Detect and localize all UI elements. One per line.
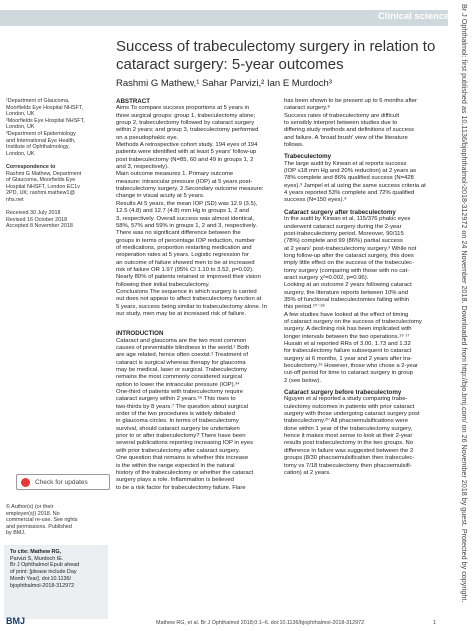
update-check-icon <box>21 478 30 487</box>
section-heading: Cataract surgery after trabeculectomy <box>284 208 396 216</box>
body-line: difference in failure was suggested between the 2 <box>284 447 414 454</box>
copyright-line: by BMJ. <box>6 530 26 537</box>
body-line: trabeculectomy.²⁰ All phacoemulsifications were <box>284 418 409 425</box>
copyright-line: and permissions. Published <box>6 523 72 530</box>
body-line: cut-off period for time to cataract surgery in group <box>284 370 413 377</box>
copyright-line: employer(s)) 2018. No <box>6 510 60 517</box>
body-line: risk of failure OR 1.97 (95% CI 1.10 to 3.52, p=0.02). <box>116 266 254 273</box>
body-line: surgery plays a role. Inflammation is believed <box>116 477 234 484</box>
body-line: Looking at an outcome 2 years following cataract <box>284 282 412 289</box>
body-line: measure: intraocular pressure (IOP) at 5 years post- <box>116 178 253 185</box>
body-line: surgery with those undergoing cataract surgery post <box>284 411 420 418</box>
page-number: 1 <box>433 620 436 626</box>
download-note-vertical: Br J Ophthalmol: first published as 10.1136/bjophthalmol-2018-312972 on 24 November 2018. Downloaded from http://bjo.bmj.com/ on 26 November 2018 by guest. Protected by copyright. <box>460 4 469 603</box>
check-for-updates-button[interactable] <box>16 474 110 490</box>
body-line: out does not appear to affect trabeculectomy function at <box>116 296 262 303</box>
body-line: Success rates of trabeculectomy are difficult <box>284 112 400 119</box>
body-line: differing study methods and definitions of success <box>284 127 414 134</box>
body-line: at 2 years' post-trabeculectomy surgery.³ While not <box>284 245 417 252</box>
citation-line: To cite: Mathew RG, <box>10 549 62 555</box>
copyright-line: © Author(s) (or their <box>6 504 54 510</box>
sidebar-line: Hospital NHSFT, London EC1v <box>6 183 81 190</box>
body-line: is the within the range expected in the natural <box>116 462 235 469</box>
body-line: order of the two procedures is widely debated <box>116 411 235 418</box>
body-line: cataract is surgical whereas therapy for glaucoma <box>116 359 246 366</box>
body-line: history of the trabeculectomy or whether the cataract <box>116 469 254 476</box>
body-line: Nearly 80% of patients retained or improved their vision <box>116 274 261 281</box>
body-line: several publications reporting increasing IOP in eyes <box>116 440 254 447</box>
body-line: of cataract surgery on the success of trabeculectomy <box>284 318 422 325</box>
body-line: this period.¹⁰⁻¹⁸ <box>284 304 325 311</box>
body-line: of medications, proportion restarting medication and <box>116 244 252 251</box>
citation-line: Br J Ophthalmol Epub ahead <box>10 562 80 569</box>
body-line: 2 (see below). <box>284 377 321 384</box>
body-line: 3, respectively. Overall success was almost identical, <box>116 215 255 222</box>
publisher-logo: BMJ <box>6 616 26 626</box>
body-line: imply little effect on the success of the trabeculec- <box>284 260 414 267</box>
body-line: longer intervals between the two operations.¹⁹ ¹⁷ <box>284 333 410 340</box>
body-line: culectomy outcomes in patients with prior cataract <box>284 403 415 410</box>
body-line: In the audit by Kirwan et al, 115/376 phakic eyes <box>284 216 411 223</box>
section-label: Clinical science <box>378 11 450 22</box>
body-line: may be medical, laser or surgical. Trabeculectomy <box>116 367 247 374</box>
body-line: Results At 5 years, the mean IOP (SD) was 12.9 (3.5), <box>116 200 258 207</box>
article-title: Success of trabeculectomy surgery in relation to cataract surgery: 5-year outcomes <box>116 38 436 73</box>
body-line: option to lower the intraocular pressure (IOP).³⁴ <box>116 381 240 388</box>
sidebar-line: London, UK <box>6 111 35 118</box>
body-line: prior to or after trabeculectomy? There have been <box>116 433 246 440</box>
body-line: 4 years reported 53% complete and 72% qualified <box>284 190 415 197</box>
body-line: surgery. A declining risk has been implicated with <box>284 326 412 333</box>
body-line: 58%, 57% and 59% in groups 1, 2 and 3, respectively. <box>116 222 258 229</box>
check-for-updates-label: Check for updates <box>35 478 88 486</box>
body-line: groups in terms of percentage IOP reduction, number <box>116 237 256 244</box>
body-line: and failure. A 'broad brush' view of the literature <box>284 134 408 141</box>
body-line: our study, men may be at increased risk of failure. <box>116 310 246 317</box>
body-line: two-thirds by 8 years.⁷ The question about surgical <box>116 403 249 410</box>
body-line: hence it makes most sense to look at their 2-year <box>284 433 413 440</box>
citation-line: bjophthalmol-2018-312972 <box>10 582 75 589</box>
body-line: in glaucoma circles. In terms of trabeculectomy <box>116 418 239 425</box>
body-line: 12.5 (4.8) and 12.7 (4.8) mm Hg in groups 1, 2 and <box>116 208 249 215</box>
body-line: following their initial trabeculectomy. <box>116 281 210 288</box>
section-heading: INTRODUCTION <box>116 330 164 338</box>
citation-line: Parvizi S, Murdoch IE. <box>10 555 64 562</box>
affiliation-sidebar <box>6 98 106 230</box>
body-line: underwent cataract surgery during the 2-year <box>284 223 402 230</box>
body-line: eyes).³ Jampel et al using the same success criteria at <box>284 182 426 189</box>
body-line: remains the most commonly considered surgical <box>116 374 243 381</box>
body-line: has been shown to be present up to 6 months after <box>284 98 417 104</box>
sidebar-line: Revised 16 October 2018 <box>6 216 68 223</box>
citation-line: of print: [please include Day <box>10 569 77 576</box>
body-line: The large audit by Kirwan et al reports success <box>284 160 407 167</box>
body-line: Conclusions The sequence in which surgery is carried <box>116 288 257 295</box>
section-heading: ABSTRACT <box>116 98 151 105</box>
body-line: long follow-up after the cataract surgery, this does <box>284 252 414 259</box>
body-line: cataract surgery within 2 years.⁵⁶ This rises to <box>116 396 236 403</box>
body-line: on a pseudophakic eye. <box>116 134 179 141</box>
citation-line: Month Year]. doi:10.1136/ <box>10 575 72 582</box>
body-line: (78%) complete and 99 (86%) partial success <box>284 238 403 245</box>
sidebar-line: Moorfields Eye Hospital NHSFT, <box>6 104 83 111</box>
sidebar-line: and International Eye Health, <box>6 137 76 144</box>
author-list: Rashmi G Mathew,¹ Sahar Parvizi,² Ian E Murdoch³ <box>116 78 332 89</box>
body-line: follows. <box>284 142 304 149</box>
copyright-notice <box>6 504 106 537</box>
body-line: (IOP ≤18 mm Hg and 20% reduction) at 2 years as <box>284 168 417 175</box>
body-line: tomy vs 7/18 trabeculectomy then phacoemulsifi- <box>284 462 412 469</box>
body-line: three surgical groups: group 1, trabeculectomy alone; <box>116 112 256 119</box>
citation-text <box>10 549 102 589</box>
body-line: aract surgery χ²=0.002, p=0.96). <box>284 274 369 281</box>
body-line: causes of preventable blindness in the world.¹ Both <box>116 345 250 351</box>
body-line: post trabeculectomy (N=85, 60 and 49 in groups 1, 2 <box>116 156 254 163</box>
sidebar-line: ²Moorfields Eye Hospital NHSFT, <box>6 117 85 124</box>
body-line: trabeculectomy surgery. 2.Secondary outcome measure: <box>116 186 264 193</box>
section-heading: Cataract surgery before trabeculectomy <box>284 389 402 397</box>
body-line: an outcome of failure showed men to be at increased <box>116 259 255 266</box>
body-line: survival, should cataract surgery be undertaken <box>116 425 240 432</box>
right-column <box>284 98 438 477</box>
body-line: patients were identified with at least 5 years' follow-up <box>116 149 257 156</box>
body-line: Main outcome measures 1. Primary outcome <box>116 171 234 178</box>
sidebar-line: 2PD, UK; rashmi.mathew1@ <box>6 190 75 197</box>
body-line: surgery at 6 months, 1 year and 2 years after tra- <box>284 355 413 362</box>
body-line: reoperation rates at 5 years. Logistic regression for <box>116 252 249 259</box>
body-line: change in visual acuity at 5 years. <box>116 193 205 200</box>
body-line: tomy surgery (comparing with those with no cat- <box>284 267 410 274</box>
body-line: are age related, hence often coexist.² Treatment of <box>116 352 248 359</box>
body-line: for trabeculectomy failure subsequent to cataract <box>284 348 412 355</box>
body-line: group 2, trabeculectomy followed by cataract surgery <box>116 120 255 127</box>
body-line: One question that remains is whether this increase <box>116 455 249 462</box>
body-line: 78% complete and 86% qualified success (N=428 <box>284 175 414 182</box>
sidebar-line: Rashmi G Mathew, Department <box>6 170 82 177</box>
sidebar-line: ¹Department of Glaucoma, <box>6 98 70 104</box>
body-line: Methods A retrospective cohort study. 194 eyes of 194 <box>116 142 258 149</box>
body-line: One-third of patients with trabeculectomy require <box>116 389 244 396</box>
sidebar-line: of Glaucoma, Moorfields Eye <box>6 177 76 184</box>
sidebar-line: ³Department of Epidemiology <box>6 130 76 137</box>
sidebar-line: London, UK <box>6 150 35 157</box>
body-line: post-trabeculectomy period. Moreover, 90/115 <box>284 230 404 237</box>
body-line: Cataract and glaucoma are the two most common <box>116 337 247 344</box>
body-line: surgery, the literature reports between 10% and <box>284 289 408 296</box>
body-line: success (N=150 eyes).⁹ <box>284 197 347 204</box>
body-line: beculectomy.¹⁶ However, those who chose a 2-year <box>284 363 418 370</box>
body-line: Aims To compare success proportions at 5 years in <box>116 105 250 112</box>
body-line: with prior trabeculectomy after cataract surgery. <box>116 447 240 454</box>
copyright-line: commercial re-use. See rights <box>6 517 78 524</box>
body-line: to sensibly interpret between studies due to <box>284 120 398 127</box>
sidebar-line: Accepted 8 November 2018 <box>6 223 73 230</box>
sidebar-line <box>6 157 106 164</box>
sidebar-line: London, UK <box>6 124 35 131</box>
body-line: 5 years, success being similar to trabeculectomy alone. In <box>116 303 267 310</box>
body-line: Husain et al reported RRs of 3.00, 1.73 and 1.32 <box>284 341 411 347</box>
sidebar-line: nhs.net <box>6 196 24 203</box>
body-line: cataract surgery.⁸ <box>284 105 330 112</box>
body-line: cation) at 2 years. <box>284 469 331 476</box>
body-line: done within 1 year of the trabeculectomy surgery, <box>284 425 413 432</box>
body-line: groups (8/30 phacoemulsification then trabeculec- <box>284 455 415 462</box>
sidebar-line: Correspondence to <box>6 163 56 170</box>
page-footer: Mathew RG, et al. Br J Ophthalmol 2018;0:1–6. doi:10.1136/bjophthalmol-2018-312972 <box>156 620 365 626</box>
body-line: Nguyen et al reported a study comparing trabe- <box>284 396 408 403</box>
sidebar-line <box>6 204 106 211</box>
body-line: results post trabeculectomy in the two groups. No <box>284 440 414 447</box>
body-line: within 2 years; and group 3, trabeculectomy performed <box>116 127 259 134</box>
sidebar-line: Received 30 July 2018 <box>6 210 61 217</box>
section-heading: Trabeculectomy <box>284 153 332 161</box>
body-line: There was no significant difference between the <box>116 230 241 237</box>
body-line: 35% of functional trabeculectomies failing within <box>284 296 410 303</box>
body-line: to be a risk factor for trabeculectomy failure. Flare <box>116 484 246 491</box>
body-line: A few studies have looked at the effect of timing <box>284 311 409 318</box>
left-column <box>116 98 274 492</box>
sidebar-line: Institute of Ophthalmology, <box>6 144 70 151</box>
body-line: and 3, respectively). <box>116 164 169 171</box>
